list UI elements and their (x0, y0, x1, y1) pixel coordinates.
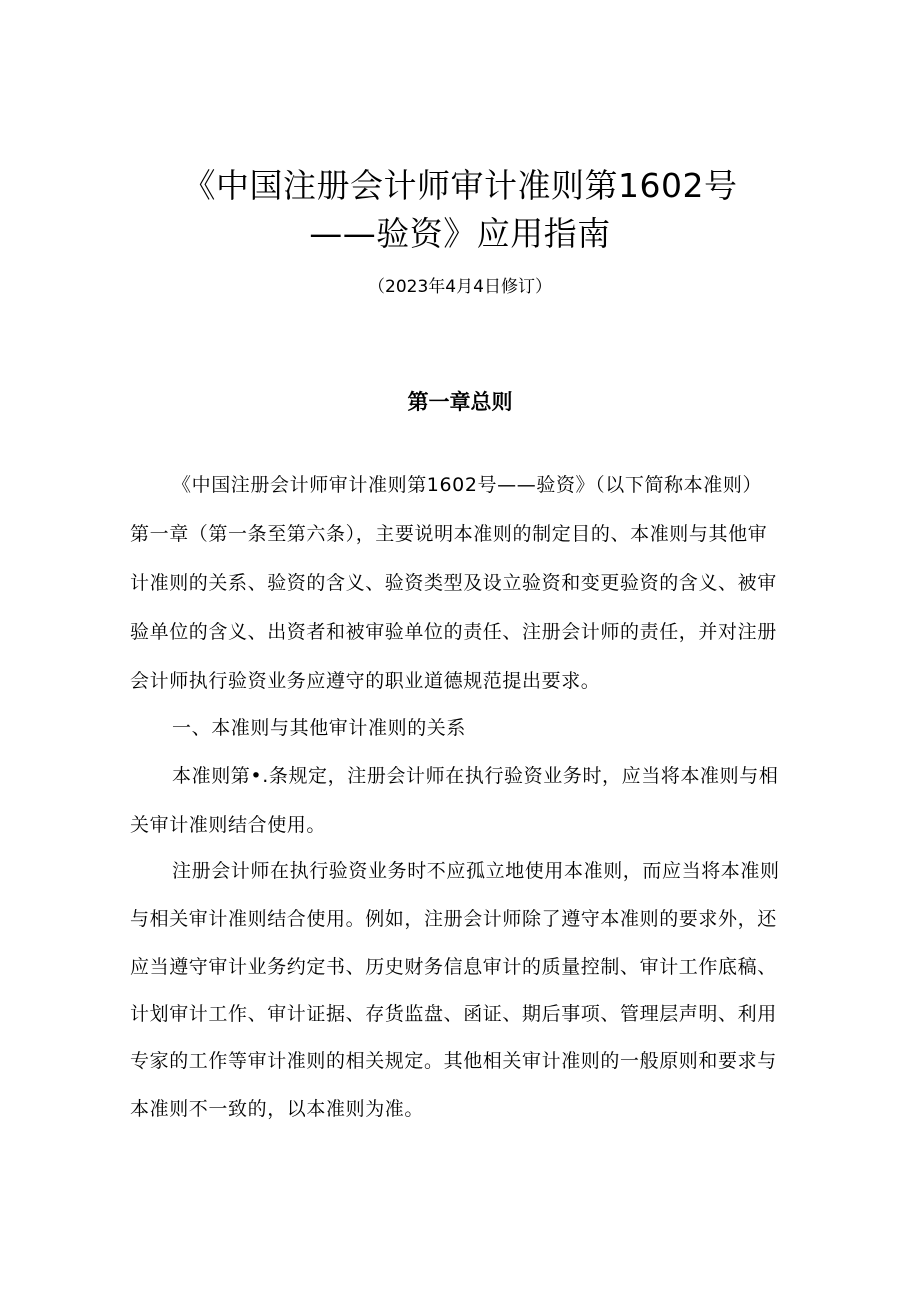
paragraph-line: 本准则不一致的，以本准则为准。 (130, 1098, 425, 1120)
paragraph-line: 注册会计师在执行验资业务时不应孤立地使用本准则，而应当将本准则 (172, 860, 780, 882)
revision-date: （2023年4月4日修订） (368, 277, 552, 297)
section-heading: 一、本准则与其他审计准则的关系 (172, 717, 467, 739)
paragraph-line: 应当遵守审计业务约定书、历史财务信息审计的质量控制、审计工作底稿、 (130, 956, 777, 978)
paragraph-line: 验单位的含义、出资者和被审验单位的责任、注册会计师的责任，并对注册 (130, 621, 777, 643)
paragraph-line: 关审计准则结合使用。 (130, 814, 327, 836)
paragraph-line: 计准则的关系、验资的含义、验资类型及设立验资和变更验资的含义、被审 (130, 572, 777, 594)
paragraph-line: 与相关审计准则结合使用。例如，注册会计师除了遵守本准则的要求外，还 (130, 908, 777, 930)
paragraph-line: 第一章（第一条至第六条），主要说明本准则的制定目的、本准则与其他审 (130, 523, 768, 545)
paragraph-line: 会计师执行验资业务应遵守的职业道德规范提出要求。 (130, 670, 601, 692)
chapter-heading: 第一章总则 (407, 390, 513, 414)
document-title-line-2: ——验资》应用指南 (309, 214, 611, 253)
document-title-line-1: 《中国注册会计师审计准则第1602号 (182, 166, 738, 205)
paragraph-line: 计划审计工作、审计证据、存货监盘、函证、期后事项、管理层声明、利用 (130, 1003, 777, 1025)
paragraph-line: 专家的工作等审计准则的相关规定。其他相关审计准则的一般原则和要求与 (130, 1050, 777, 1072)
paragraph-line: 《中国注册会计师审计准则第1602号——验资》（以下简称本准则） (172, 474, 763, 496)
paragraph-line: 本准则第•.条规定，注册会计师在执行验资业务时，应当将本准则与相 (172, 765, 779, 787)
